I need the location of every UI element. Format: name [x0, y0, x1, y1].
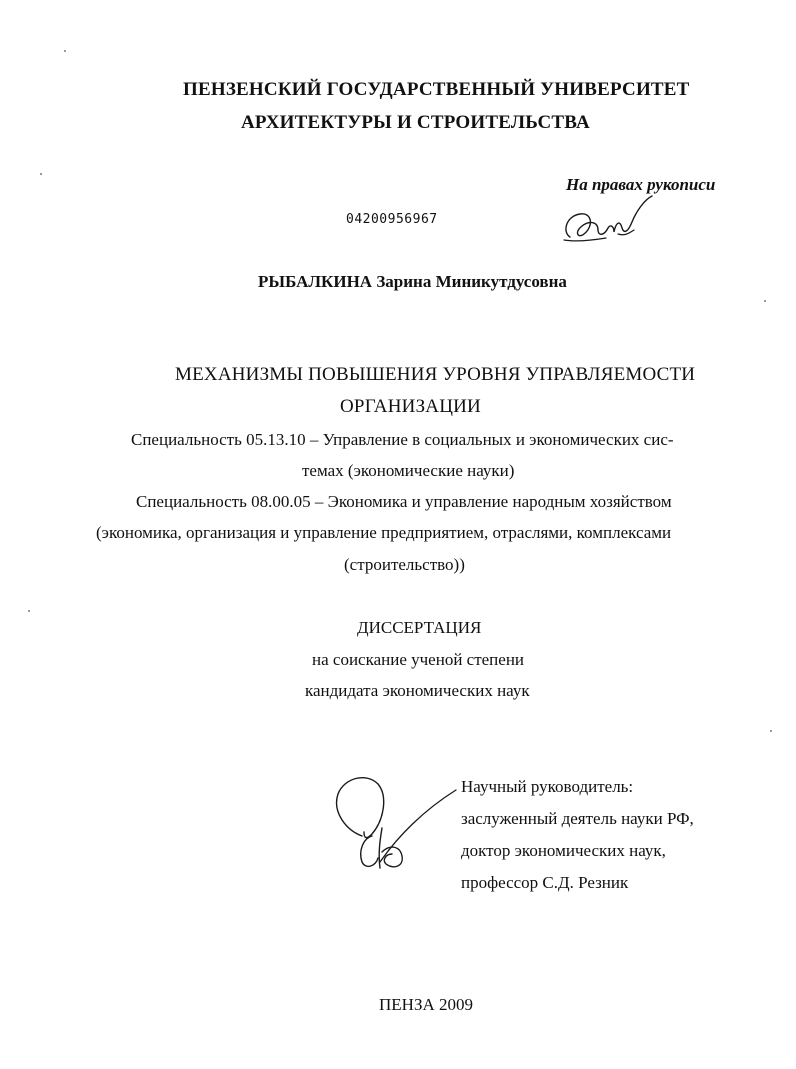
specialty-2-line1: Специальность 08.00.05 – Экономика и управление народным хозяйством — [136, 492, 672, 511]
scan-speck — [64, 50, 66, 52]
scan-speck — [764, 300, 766, 302]
supervisor-honor: заслуженный деятель науки РФ, — [461, 809, 694, 828]
document-type: ДИССЕРТАЦИЯ — [357, 618, 482, 637]
city-year: ПЕНЗА 2009 — [379, 995, 473, 1014]
scan-speck — [28, 610, 30, 612]
degree-line1: на соискание ученой степени — [312, 650, 525, 669]
specialty-1-line2: темах (экономические науки) — [302, 461, 515, 480]
dissertation-title-line1: МЕХАНИЗМЫ ПОВЫШЕНИЯ УРОВНЯ УПРАВЛЯЕМОСТИ — [175, 364, 696, 385]
manuscript-rights-label: На правах рукописи — [566, 175, 716, 194]
author-signature — [558, 192, 668, 252]
degree-line2: кандидата экономических наук — [305, 681, 530, 700]
supervisor-signature — [326, 766, 466, 876]
specialty-2-line3: (строительство)) — [344, 555, 465, 574]
document-code: 04200956967 — [346, 212, 438, 227]
scan-speck — [770, 730, 772, 732]
scan-speck — [40, 173, 42, 175]
author-name: РЫБАЛКИНА Зарина Миникутдусовна — [258, 272, 567, 291]
university-name-line1: ПЕНЗЕНСКИЙ ГОСУДАРСТВЕННЫЙ УНИВЕРСИТЕТ — [183, 79, 690, 100]
supervisor-name: профессор С.Д. Резник — [461, 873, 629, 892]
supervisor-degree: доктор экономических наук, — [461, 841, 666, 860]
specialty-1-line1: Специальность 05.13.10 – Управление в социальных и экономических сис- — [131, 430, 674, 449]
specialty-2-line2: (экономика, организация и управление предприятием, отраслями, комплексами — [96, 523, 672, 542]
supervisor-label: Научный руководитель: — [461, 777, 634, 796]
university-name-line2: АРХИТЕКТУРЫ И СТРОИТЕЛЬСТВА — [241, 112, 590, 133]
dissertation-title-line2: ОРГАНИЗАЦИИ — [340, 396, 481, 417]
